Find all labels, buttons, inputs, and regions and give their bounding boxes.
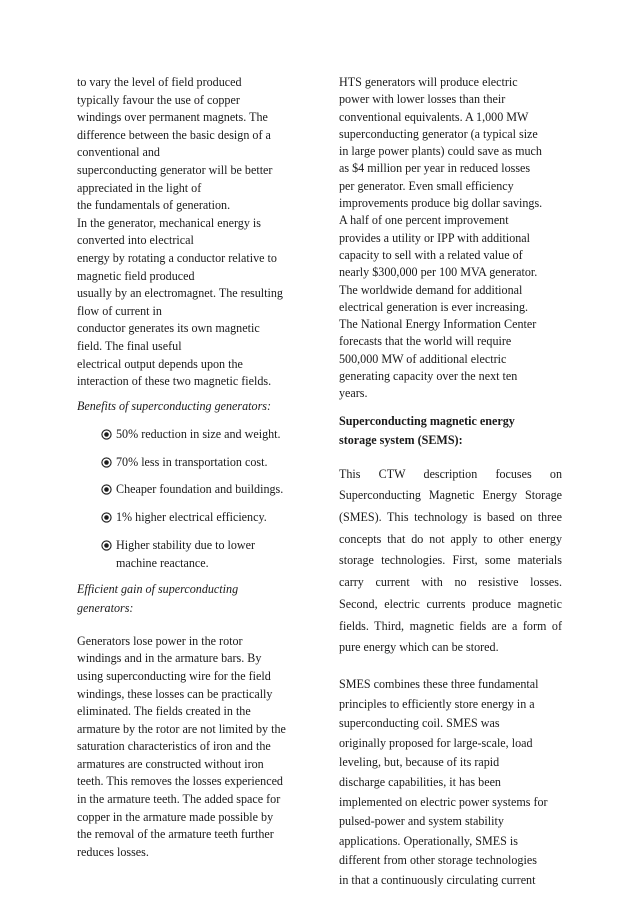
text-line: forecasts that the world will require [339, 334, 512, 349]
text-line: improvements produce big dollar savings. [339, 196, 543, 211]
benefits-list [77, 426, 301, 573]
text-line: magnetic field produced [77, 268, 195, 283]
text-line: field. The final useful [77, 338, 182, 353]
text-line: flow of current in [77, 303, 162, 318]
text-line: Second, electric currents produce magnetic [339, 596, 562, 611]
text-line: pure energy which can be stored. [339, 640, 499, 655]
text-line: applications. Operationally, SMES is [339, 833, 518, 848]
text-line: conventional equivalents. A 1,000 MW [339, 109, 529, 124]
text-line: saturation characteristics of iron and the [77, 739, 271, 754]
text-line: teeth. This removes the losses experienced [77, 774, 283, 789]
text-line: armature by the rotor are not limited by the [77, 721, 286, 736]
left-column [77, 74, 301, 861]
text-line: eliminated. The fields created in the [77, 704, 251, 719]
text-line: pulsed-power and system stability [339, 814, 504, 829]
efficient-paragraph [77, 633, 301, 862]
text-line: SMES combines these three fundamental [339, 676, 539, 691]
benefit-text: Higher stability due to lower machine reactance. [116, 538, 256, 570]
text-line: armatures are constructed without iron [77, 756, 264, 771]
text-line: to vary the level of field produced [77, 75, 242, 89]
text-line: capacity to sell with a related value of [339, 247, 523, 262]
text-line: interaction of these two magnetic fields. [77, 374, 272, 389]
text-line: implemented on electric power systems for [339, 794, 548, 809]
intro-paragraph [77, 74, 301, 391]
text-line: This CTW description focuses on [339, 466, 562, 481]
benefit-text: 1% higher electrical efficiency. [116, 510, 267, 525]
text-line: in the armature teeth. The added space for [77, 792, 281, 807]
circled-dot-icon [101, 512, 116, 523]
benefit-item [101, 426, 301, 444]
text-line: different from other storage technologies [339, 853, 537, 868]
text-line: reduces losses. [77, 844, 149, 859]
text-line: originally proposed for large-scale, load [339, 735, 533, 750]
text-line: leveling, but, because of its rapid [339, 755, 500, 770]
right-column [339, 74, 562, 891]
text-line: the removal of the armature teeth further [77, 827, 274, 842]
text-line: the fundamentals of generation. [77, 198, 231, 213]
text-line: superconducting generator (a typical size [339, 126, 538, 141]
circled-dot-icon [101, 484, 116, 495]
benefits-heading: Benefits of superconducting generators: [77, 398, 272, 413]
hts-paragraph [339, 74, 562, 403]
efficient-heading: Efficient gain of superconducting generators: [77, 581, 239, 615]
text-line: Superconducting Magnetic Energy Storage [339, 488, 562, 503]
text-line: power with lower losses than their [339, 92, 506, 107]
ctw-paragraph [339, 464, 562, 659]
text-line: windings over permanent magnets. The [77, 110, 268, 125]
benefit-item [101, 481, 301, 499]
text-line: years. [339, 386, 368, 401]
text-line: Generators lose power in the rotor [77, 633, 243, 648]
text-line: as $4 million per year in reduced losses [339, 161, 531, 176]
text-line: converted into electrical [77, 233, 194, 248]
circled-dot-icon [101, 457, 116, 468]
text-line: appreciated in the light of [77, 180, 202, 195]
text-line: in that a continuously circulating current [339, 872, 536, 887]
text-line: principles to efficiently store energy in a [339, 696, 535, 711]
smes-paragraph [339, 675, 562, 891]
text-line: nearly $300,000 per 100 MVA generator. [339, 265, 538, 280]
text-line: superconducting coil. SMES was [339, 716, 500, 731]
text-line: HTS generators will produce electric [339, 75, 518, 89]
text-line: conventional and [77, 145, 160, 160]
text-line: (SMES). This technology is based on three [339, 510, 562, 525]
text-line: In the generator, mechanical energy is [77, 215, 261, 230]
text-line: discharge capabilities, it has been [339, 774, 501, 789]
text-line: A half of one percent improvement [339, 213, 509, 228]
text-line: carry current with no resistive losses. [339, 575, 562, 590]
text-line: usually by an electromagnet. The resulting [77, 286, 283, 301]
circled-dot-icon [101, 540, 116, 551]
text-line: The National Energy Information Center [339, 317, 537, 332]
text-line: using superconducting wire for the field [77, 668, 271, 683]
text-line: windings and in the armature bars. By [77, 651, 262, 666]
circled-dot-icon [101, 429, 116, 440]
benefit-text: Cheaper foundation and buildings. [116, 482, 284, 497]
text-line: electrical generation is ever increasing. [339, 299, 529, 314]
text-line: energy by rotating a conductor relative to [77, 250, 277, 265]
text-line: typically favour the use of copper [77, 92, 240, 107]
text-line: storage technologies. First, some materials [339, 553, 562, 568]
text-line: windings, these losses can be practically [77, 686, 273, 701]
text-line: concepts that do not apply to other energy [339, 531, 562, 546]
text-line: generating capacity over the next ten [339, 369, 518, 384]
benefit-item [101, 454, 301, 472]
sems-heading: Superconducting magnetic energy storage system (SEMS): [339, 413, 515, 447]
text-line: The worldwide demand for additional [339, 282, 523, 297]
text-line: in large power plants) could save as much [339, 144, 542, 159]
benefit-text: 50% reduction in size and weight. [116, 426, 281, 441]
text-line: conductor generates its own magnetic [77, 321, 260, 336]
text-line: per generator. Even small efficiency [339, 178, 514, 193]
benefit-text: 70% less in transportation cost. [116, 454, 268, 469]
benefit-item [101, 509, 301, 527]
text-line: difference between the basic design of a [77, 127, 271, 142]
benefit-item [101, 537, 301, 572]
text-line: 500,000 MW of additional electric [339, 351, 507, 366]
text-line: provides a utility or IPP with additional [339, 230, 531, 245]
text-line: superconducting generator will be better [77, 162, 273, 177]
text-line: electrical output depends upon the [77, 356, 243, 371]
text-line: copper in the armature made possible by [77, 809, 274, 824]
text-line: fields. Third, magnetic fields are a form of [339, 618, 562, 633]
